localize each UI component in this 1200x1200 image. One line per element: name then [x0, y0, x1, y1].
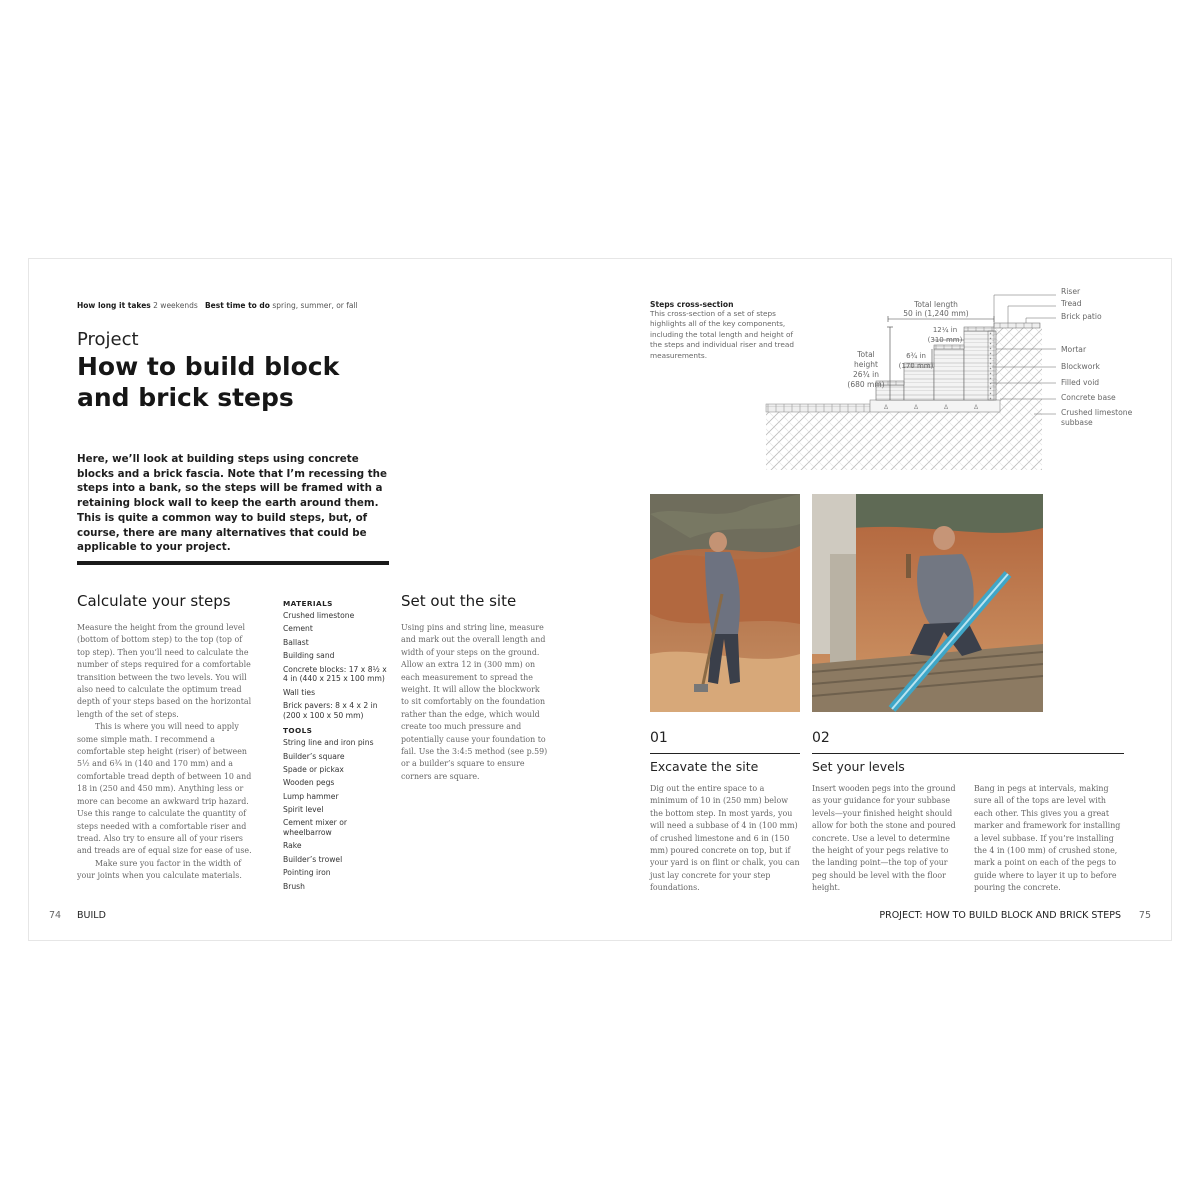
tool-item: Builder’s trowel	[283, 854, 343, 864]
legend-blockwork: Blockwork	[1061, 362, 1100, 371]
project-meta	[77, 301, 358, 310]
materials-tools-column	[283, 599, 393, 895]
photo-setting-levels	[812, 494, 1043, 712]
intro-paragraph: Here, we’ll look at building steps using concrete blocks and a brick fascia. Note that I’m recessing the steps into a bank, so the steps will be framed with a retaining block wall to keep the earth around them. This is quite a common way to build steps, but, of course, there are many alternatives that could be applicable to your project.	[77, 453, 387, 554]
step-01-para: Dig out the entire space to a minimum of 10 in (250 mm) below the bottom step. In most yards, you will need a subbase of 4 in (100 mm) of crushed limestone and 6 in (150 mm) poured concrete on top, but if your yard is on flint or chalk, you can just lay concrete for your step foundations.	[650, 784, 800, 893]
tread-value-1: 12¼ in	[932, 326, 958, 334]
svg-text:Δ: Δ	[944, 404, 949, 411]
step-02-number: 02	[812, 730, 830, 746]
tread-value-2: (310 mm)	[927, 336, 963, 344]
tools-heading: TOOLS	[283, 726, 313, 736]
legend-tread: Tread	[1061, 299, 1082, 308]
section-divider	[77, 561, 389, 565]
step-01-number: 01	[650, 730, 668, 746]
tool-item: Rake	[283, 841, 302, 851]
ground-soil	[766, 412, 1042, 470]
setout-body	[401, 622, 549, 783]
step-02-para-2: Bang in pegs at intervals, making sure all of the tops are level with each other. This gives you a great marker and framework for installing a level subbase. If you’re installing the 4 in (100 mm) of crushed stone, mark a point on each of the pegs to guide where to layer it up to before pouring the concrete.	[974, 784, 1121, 893]
calculate-para-3: Make sure you factor in the width of your joints when you calculate materials.	[77, 858, 242, 881]
svg-text:Δ: Δ	[974, 404, 979, 411]
title-line-1: How to build block	[77, 352, 340, 381]
left-page-number: 74	[49, 910, 62, 921]
diagram-title: Steps cross-section	[650, 300, 734, 309]
svg-text:Δ: Δ	[914, 404, 919, 411]
concrete-base	[870, 400, 1000, 412]
step-3-block	[934, 349, 964, 400]
season-value: spring, summer, or fall	[272, 301, 358, 310]
svg-text:Δ: Δ	[884, 404, 889, 411]
tread-4	[964, 327, 994, 331]
tread-3	[934, 345, 964, 349]
setout-heading: Set out the site	[401, 592, 517, 610]
calculate-heading: Calculate your steps	[77, 592, 231, 610]
setout-para: Using pins and string line, measure and mark out the overall length and width of your steps on the ground. Allow an extra 12 in (300 mm) on each measurement to spread the weight. It will allow the blockwork to sit comfortably on the foundation rather than the edge, which would create too much pressure and potentially cause your foundation to fail. Use the 3:4:5 method (see p.59) or a builder’s square to ensure corners are square.	[401, 623, 548, 781]
right-page-number: 75	[1138, 910, 1151, 921]
legend-brick-patio: Brick patio	[1061, 312, 1102, 321]
material-item: Wall ties	[283, 687, 316, 697]
total-height-label-2: height	[854, 360, 878, 369]
total-length-label: Total length	[914, 300, 958, 309]
step-02-body-continued	[974, 783, 1124, 895]
materials-list	[283, 611, 393, 720]
calculate-para-2: This is where you will need to apply some simple math. I recommend a comfortable step height (riser) of between 5½ and 6¾ in (140 and 170 mm) and a comfortable tread depth of between 10 and 18 in (250 and 450 mm). Anything less or more can become an awkward trip hazard. Use this range to calculate the quantity of steps needed with a comfortable riser and tread. Also try to ensure all of your risers and treads are of equal size for ease of use.	[77, 722, 252, 856]
riser-value-1: 6¾ in	[906, 352, 926, 360]
diagram-caption-body: This cross-section of a set of steps highlights all of the key components, including the total length and height of the steps and individual riser and tread measurements.	[650, 309, 794, 360]
tool-item: Spirit level	[283, 805, 324, 815]
step-2-block	[904, 367, 934, 400]
right-footer-section: PROJECT: HOW TO BUILD BLOCK AND BRICK STEPS	[879, 910, 1121, 921]
photo-excavating	[650, 494, 800, 712]
legend-concrete-base: Concrete base	[1061, 393, 1116, 402]
season-label: Best time to do	[204, 301, 270, 310]
tool-item: Builder’s square	[283, 751, 345, 761]
step-01-heading: Excavate the site	[650, 759, 759, 774]
lower-paving	[766, 404, 870, 412]
riser-value-2: (170 mm)	[898, 362, 934, 370]
legend-riser: Riser	[1061, 287, 1081, 296]
tool-item: Lump hammer	[283, 791, 339, 801]
page-title	[77, 351, 367, 413]
material-item: Concrete blocks: 17 x 8½ x 4 in (440 x 215 x 100 mm)	[283, 664, 387, 684]
time-value: 2 weekends	[153, 301, 198, 310]
legend-crushed-limestone: Crushed limestone subbase	[1061, 408, 1133, 427]
tool-item: Wooden pegs	[283, 778, 335, 788]
step-01-rule	[650, 753, 800, 754]
total-height-value-1: 26¾ in	[852, 370, 880, 379]
material-item: Crushed limestone	[283, 611, 355, 620]
step-02-para-1: Insert wooden pegs into the ground as your guidance for your subbase levels—your finished height should allow for both the stone and poured concrete. Use a level to determine the height of your pegs relative to the landing point—the top of your peg should be level with the floor height.	[812, 784, 956, 893]
kicker: Project	[77, 329, 139, 350]
total-height-label-1: Total	[857, 350, 875, 359]
filled-void	[988, 331, 994, 400]
material-item: Ballast	[283, 637, 309, 647]
step-02-heading: Set your levels	[812, 759, 905, 774]
tool-item: Cement mixer or wheelbarrow	[283, 818, 347, 838]
step-01-body	[650, 783, 800, 895]
book-spread	[28, 258, 1172, 941]
tool-item: Pointing iron	[283, 868, 331, 878]
material-item: Building sand	[283, 651, 335, 661]
material-item: Cement	[283, 624, 313, 634]
legend-filled-void: Filled void	[1061, 378, 1100, 387]
tools-list	[283, 738, 393, 891]
title-line-2: and brick steps	[77, 383, 294, 412]
tool-item: Spade or pickax	[283, 764, 344, 774]
brick-patio	[994, 323, 1040, 328]
tool-item: String line and iron pins	[283, 738, 374, 748]
materials-heading: MATERIALS	[283, 599, 333, 608]
calculate-body	[77, 622, 255, 883]
calculate-para-1: Measure the height from the ground level (bottom of bottom step) to the top (top of top step). Then you’ll need to calculate the number of steps required for a comfortable transition between the two levels. You will also need to calculate the optimum tread depth of your steps based on the horizontal length of the set of steps.	[77, 623, 252, 719]
step-02-rule	[812, 753, 1124, 754]
time-label: How long it takes	[77, 301, 151, 310]
left-footer-section: BUILD	[77, 910, 106, 921]
total-length-value: 50 in (1,240 mm)	[903, 309, 969, 318]
material-item: Brick pavers: 8 x 4 x 2 in (200 x 100 x 50 mm)	[283, 700, 378, 720]
tool-item: Brush	[283, 881, 305, 891]
step-02-body	[812, 783, 962, 895]
legend-mortar: Mortar	[1061, 345, 1087, 354]
total-height-value-2: (680 mm)	[847, 380, 885, 389]
